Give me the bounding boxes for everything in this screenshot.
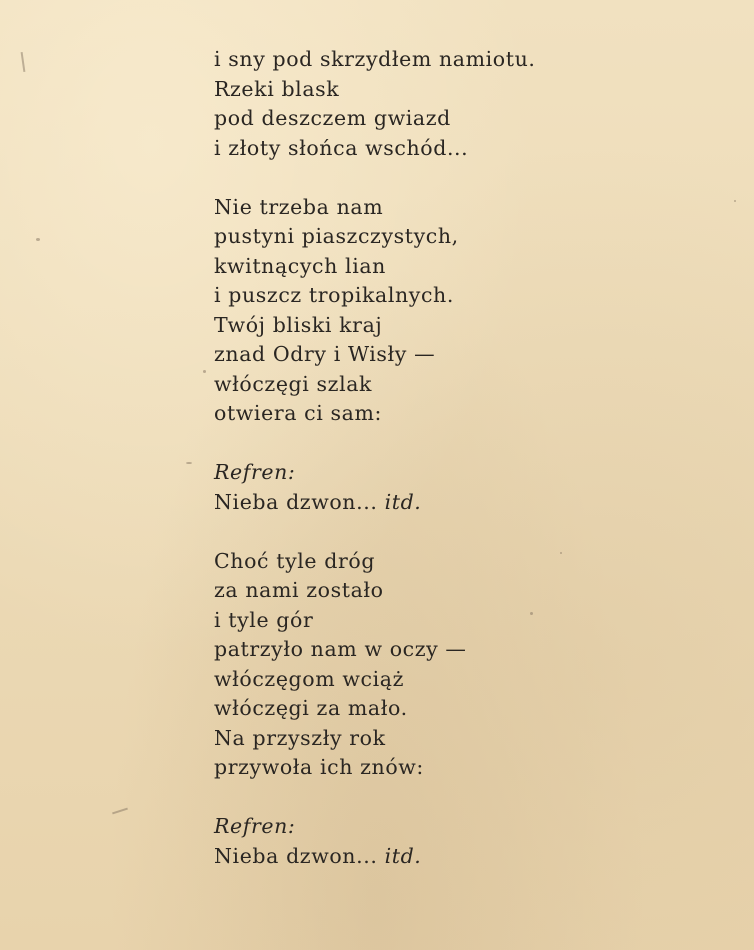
refrain-text: Nieba dzwon...	[214, 489, 378, 514]
refrain-line	[214, 842, 634, 872]
poem-line: znad Odry i Wisły —	[214, 342, 436, 366]
stanza-gap	[214, 517, 634, 547]
paper-mark	[112, 808, 128, 815]
poem-line: włóczęgi za mało.	[214, 696, 408, 720]
paper-speck	[734, 200, 736, 202]
poem	[214, 45, 634, 871]
poem-line: Twój bliski kraj	[214, 312, 383, 337]
poem-line: i złoty słońca wschód...	[214, 135, 469, 160]
refrain-itd: itd.	[384, 843, 422, 868]
refrain-label: Refren:	[214, 814, 296, 838]
poem-line: włóczęgom wciąż	[214, 666, 404, 691]
refrain-label: Refren:	[214, 460, 296, 484]
refrain-line	[214, 488, 634, 518]
paper-speck	[36, 238, 40, 241]
poem-line: i sny pod skrzydłem namiotu.	[214, 47, 536, 71]
poem-line: i puszcz tropikalnych.	[214, 283, 454, 307]
poem-line: za nami zostało	[214, 578, 384, 602]
stanza-gap	[214, 783, 634, 813]
poem-line: Na przyszły rok	[214, 725, 386, 750]
poem-line: włóczęgi szlak	[214, 371, 373, 396]
refrain-itd: itd.	[384, 489, 422, 514]
poem-line: przywoła ich znów:	[214, 755, 424, 779]
poem-line: Choć tyle dróg	[214, 548, 376, 573]
paper-speck	[203, 370, 206, 373]
stanza-1	[214, 45, 634, 163]
paper-mark	[21, 52, 26, 72]
poem-line: kwitnących lian	[214, 253, 386, 278]
poem-line: Nie trzeba nam	[214, 194, 384, 219]
poem-line: pustyni piaszczystych,	[214, 224, 459, 248]
refrain-text: Nieba dzwon...	[214, 843, 378, 868]
stanza-3	[214, 547, 634, 783]
stanza-gap	[214, 163, 634, 193]
refrain-2	[214, 812, 634, 871]
poem-line: Rzeki blask	[214, 76, 340, 101]
paper-speck	[186, 462, 192, 464]
refrain-1	[214, 458, 634, 517]
poem-line: otwiera ci sam:	[214, 401, 382, 425]
poem-line: i tyle gór	[214, 607, 314, 632]
poem-line: patrzyło nam w oczy —	[214, 637, 467, 661]
poem-line: pod deszczem gwiazd	[214, 106, 451, 130]
stanza-gap	[214, 429, 634, 459]
stanza-2	[214, 193, 634, 429]
